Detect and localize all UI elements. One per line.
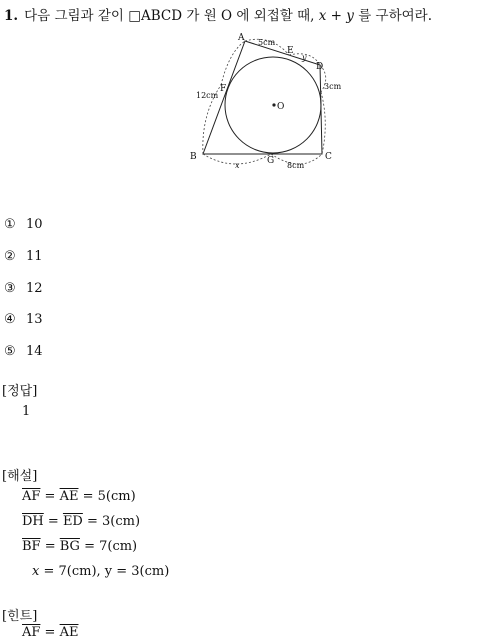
measure-ed: 3cm — [324, 82, 342, 91]
question-math: x + y — [318, 8, 354, 24]
label-c: C — [325, 152, 332, 162]
label-o: O — [277, 102, 285, 112]
choice-4[interactable]: ④ 13 — [4, 312, 43, 327]
answer-value: 1 — [22, 404, 31, 419]
label-g: G — [267, 156, 275, 166]
center-point — [272, 103, 275, 106]
explanation-line-3: $\overline{BF} = \overline{BG} = 7(cm)$ — [22, 539, 138, 554]
choice-2[interactable]: ② 11 — [4, 249, 43, 264]
hint-line: $\overline{AF} = \overline{AE}$ — [22, 625, 79, 640]
geometry-figure — [185, 30, 350, 175]
choice-5[interactable]: ⑤ 14 — [4, 344, 43, 359]
explanation-heading: [해설] — [2, 469, 38, 484]
label-a: A — [238, 33, 245, 43]
choice-3[interactable]: ③ 12 — [4, 281, 43, 296]
label-d: D — [316, 62, 324, 72]
question — [4, 4, 432, 24]
label-f: F — [220, 84, 227, 94]
measure-gc: 8cm — [287, 161, 305, 170]
hint-heading: [힌트] — [2, 609, 38, 624]
explanation-line-2: $\overline{DH} = \overline{ED} = 3(cm)$ — [22, 514, 141, 529]
answer-heading: [정답] — [2, 384, 38, 399]
label-b: B — [190, 152, 197, 162]
label-y: y — [302, 53, 307, 62]
explanation-line-1: $\overline{AF} = \overline{AE} = 5(cm)$ — [22, 489, 136, 504]
label-x: x — [235, 161, 240, 170]
explanation-final: x = 7(cm), y = 3(cm) — [32, 564, 170, 579]
choice-1[interactable]: ① 10 — [4, 217, 43, 232]
measure-af: 5cm — [258, 38, 276, 47]
measure-bf: 12cm — [196, 91, 219, 100]
question-text-end: 를 구하여라. — [353, 8, 433, 24]
question-number: 1. — [4, 8, 19, 24]
question-text: 다음 그림과 같이 □ABCD 가 원 O 에 외접할 때, — [24, 8, 319, 24]
label-e: E — [287, 46, 294, 56]
